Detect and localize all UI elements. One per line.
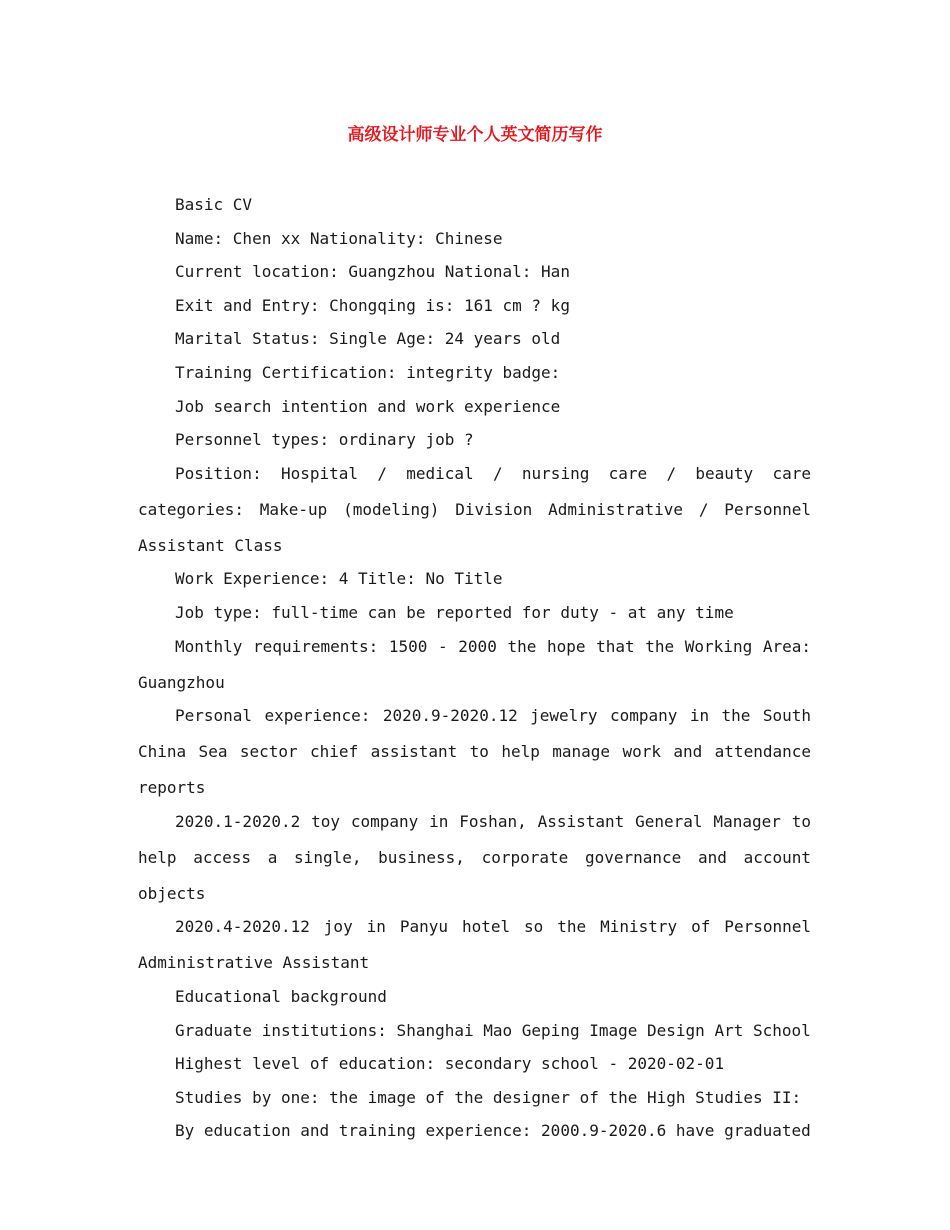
paragraph-training-certification: Training Certification: integrity badge: xyxy=(175,362,561,382)
paragraph-education-heading: Educational background xyxy=(175,986,387,1006)
paragraph-position: Position: Hospital / medical / nursing care / beauty care categories: Make-up (modeling) Division Administrative / Personnel Assistant Class xyxy=(138,463,811,555)
paragraph-monthly-requirements: Monthly requirements: 1500 - 2000 the hope that the Working Area: Guangzhou xyxy=(138,636,811,692)
resume-body xyxy=(138,193,811,1153)
paragraph-name: Name: Chen xx Nationality: Chinese xyxy=(175,228,503,248)
paragraph-current-location: Current location: Guangzhou National: Han xyxy=(175,262,570,282)
paragraph-marital-status: Marital Status: Single Age: 24 years old xyxy=(175,329,561,349)
paragraph-studies: Studies by one: the image of the designer of the High Studies II: xyxy=(175,1087,802,1107)
paragraph-work-experience: Work Experience: 4 Title: No Title xyxy=(175,569,503,589)
paragraph-experience-foshan: 2020.1-2020.2 toy company in Foshan, Assistant General Manager to help access a single, business, corporate governance and account objects xyxy=(138,811,811,903)
paragraph-personal-experience: Personal experience: 2020.9-2020.12 jewelry company in the South China Sea sector chief assistant to help manage work and attendance reports xyxy=(138,706,811,798)
paragraph-job-search-heading: Job search intention and work experience xyxy=(175,396,561,416)
paragraph-personnel-types: Personnel types: ordinary job ? xyxy=(175,430,474,450)
paragraph-exit-entry: Exit and Entry: Chongqing is: 161 cm ? kg xyxy=(175,295,570,315)
paragraph-training-experience: By education and training experience: 2000.9-2020.6 have graduated xyxy=(175,1121,811,1141)
paragraph-basic-cv: Basic CV xyxy=(175,195,253,214)
document-title: 高级设计师专业个人英文简历写作 xyxy=(347,125,603,145)
paragraph-experience-panyu: 2020.4-2020.12 joy in Panyu hotel so the Ministry of Personnel Administrative Assistant xyxy=(138,917,811,973)
paragraph-graduate-institutions: Graduate institutions: Shanghai Mao Geping Image Design Art School xyxy=(175,1020,811,1040)
paragraph-job-type: Job type: full-time can be reported for duty - at any time xyxy=(175,602,734,622)
paragraph-highest-education: Highest level of education: secondary school - 2020-02-01 xyxy=(175,1054,725,1074)
